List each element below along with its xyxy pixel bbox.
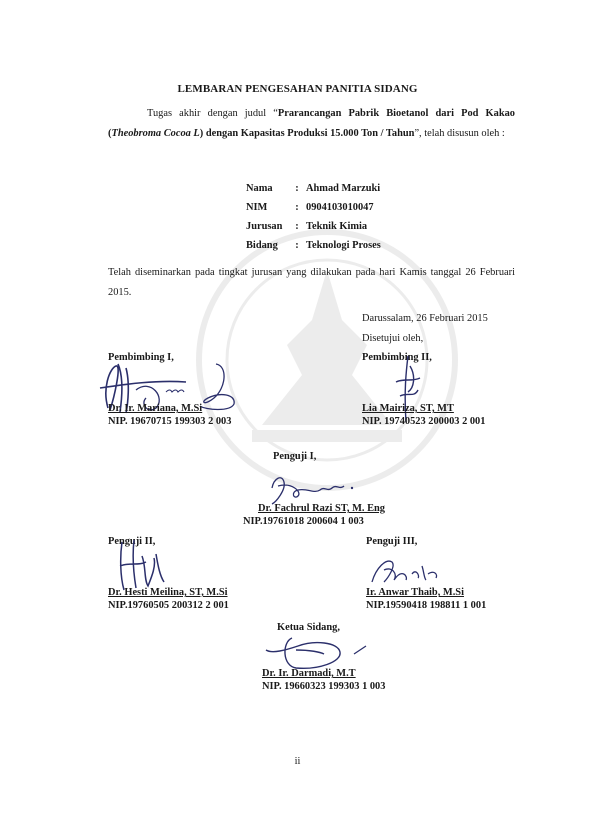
examiner-1-name: Dr. Fachrul Razi ST, M. Eng [258,503,385,514]
thesis-title-part-2: ) dengan Kapasitas Produksi 15.000 Ton / Tahun [199,127,415,139]
supervisor-1-nip: NIP. 19670715 199303 2 003 [108,416,232,427]
approval-text: Disetujui oleh, [362,333,424,344]
identity-row-name: Nama : Ahmad Marzuki [246,183,381,194]
intro-paragraph [108,104,515,143]
intro-tail: ”, telah disusun oleh : [414,127,505,139]
supervisor-1-role: Pembimbing I, [108,352,174,363]
supervisor-1-name: Dr. Ir. Mariana, M.Si [108,403,203,414]
chair-role: Ketua Sidang, [277,622,340,633]
examiner-3-name: Ir. Anwar Thaib, M.Si [366,587,464,598]
student-identity-table [246,183,381,259]
supervisor-2-nip: NIP. 19740523 200003 2 001 [362,416,486,427]
examiner-2-nip: NIP.19760505 200312 2 001 [108,600,229,611]
thesis-title-part-1: Prarancangan Pabrik Bioetanol dari Pod Kakao ( [108,108,515,139]
place-date: Darussalam, 26 Februari 2015 [362,313,488,324]
seminar-paragraph: Telah diseminarkan pada tingkat jurusan yang dilakukan pada hari Kamis tanggal 26 Februari 2015. [108,267,515,298]
examiner-2-name: Dr. Hesti Meilina, ST, M.Si [108,587,228,598]
page-number: ii [294,756,301,767]
supervisor-2-role: Pembimbing II, [362,352,432,363]
identity-row-nim: NIM : 0904103010047 [246,202,374,213]
identity-row-department: Jurusan : Teknik Kimia [246,221,368,232]
examiner-2-signature-icon [112,536,172,594]
examiner-3-role: Penguji III, [366,536,418,547]
examiner-1-nip: NIP.19761018 200604 1 003 [243,516,364,527]
examiner-1-role: Penguji I, [273,451,317,462]
examiner-3-nip: NIP.19590418 198811 1 001 [366,600,487,611]
chair-signature-icon [262,632,372,672]
examiner-2-role: Penguji II, [108,536,156,547]
examiner-3-signature-icon [366,548,446,588]
page-title: LEMBARAN PENGESAHAN PANITIA SIDANG [177,83,418,95]
intro-lead: Tugas akhir dengan judul “ [147,108,278,119]
chair-nip: NIP. 19660323 199303 1 003 [262,681,386,692]
thesis-title-species: Theobroma Cocoa L [111,127,200,139]
supervisor-2-name: Lia Mairiza, ST, MT [362,403,454,414]
identity-row-field: Bidang : Teknologi Proses [246,240,381,251]
examiner-1-signature-icon [262,468,362,508]
chair-name: Dr. Ir. Darmadi, M.T [262,668,356,679]
